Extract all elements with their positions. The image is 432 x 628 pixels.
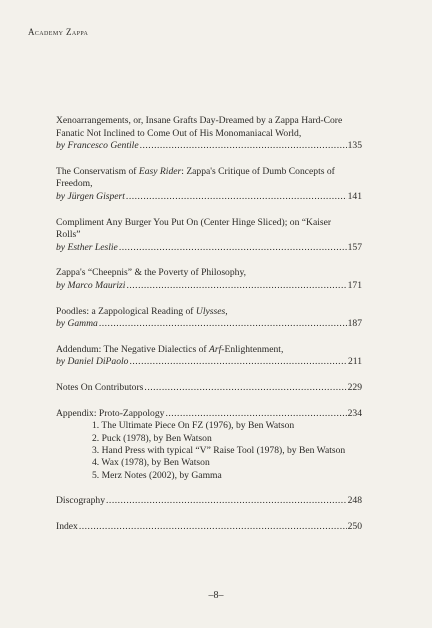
entry-author: by Esther Leslie [56,241,118,253]
toc-entry [56,267,362,292]
leader-dots [126,191,347,204]
toc-entry [56,408,362,483]
leader-dots [165,408,346,421]
entry-title: Rolls” [56,229,81,241]
toc-entry [56,166,362,204]
entry-title: Index [56,520,78,532]
subitem: 1. The Ultimate Piece On FZ (1976), by Ben Watson [92,420,295,432]
leader-dots [126,280,346,293]
subitem: 5. Merz Notes (2002), by Gamma [92,469,222,481]
leader-dots [99,318,347,331]
subitem: 3. Hand Press with typical “V” Raise Tool (1978), by Ben Watson [92,444,346,456]
page-number: 171 [347,279,362,291]
leader-dots [79,521,347,534]
toc-entry [56,495,362,508]
entry-title: Freedom, [56,178,93,190]
entry-title: The Conservatism of Easy Rider: Zappa's Critique of Dumb Concepts of [56,165,335,177]
entry-title: Compliment Any Burger You Put On (Center Hinge Sliced); on “Kaiser [56,216,332,228]
page-number: 187 [347,318,362,330]
entry-title: Appendix: Proto-Zappology [56,407,165,419]
toc-entry [56,382,362,395]
entry-title: Discography [56,495,106,507]
page-number: 141 [347,190,362,202]
leader-dots [106,495,347,508]
page-number: 135 [347,140,362,152]
entry-author: by Gamma [56,318,98,330]
entry-title: Poodles: a Zappological Reading of Ulysses, [56,305,228,317]
leader-dots [140,140,347,153]
leader-dots [129,356,346,369]
leader-dots [119,242,347,255]
entry-title: Zappa's “Cheepnis” & the Poverty of Philosophy, [56,267,247,279]
entry-title: Xenoarrangements, or, Insane Grafts Day-Dreamed by a Zappa Hard-Core [56,115,343,126]
page-number: 248 [347,495,362,507]
page-number: 157 [347,241,362,253]
entry-author: by Marco Maurizi [56,279,126,291]
toc-entry [56,344,362,369]
running-header: Academy Zappa [28,27,89,37]
entry-author: by Daniel DiPaolo [56,356,129,368]
subitem: 4. Wax (1978), by Ben Watson [92,457,210,469]
toc-entry [56,306,362,331]
toc-entry [56,115,362,153]
entry-title: Addendum: The Negative Dialectics of Arf-Enlightenment, [56,343,284,355]
subitem: 2. Puck (1978), by Ben Watson [92,432,212,444]
toc-entry [56,521,362,534]
appendix-subitems [56,420,362,482]
entry-author: by Jürgen Gispert [56,190,125,202]
page-number: 211 [347,356,362,368]
page-number: 234 [347,407,362,419]
leader-dots [144,382,346,395]
toc-entry [56,217,362,255]
page-folio: –8– [208,590,224,601]
entry-title: Fanatic Not Inclined to Come Out of His Monomaniacal World, [56,127,302,139]
page-number: 229 [347,381,362,393]
table-of-contents [56,115,362,546]
entry-title: Notes On Contributors [56,381,144,393]
entry-author: by Francesco Gentile [56,140,139,152]
page-number: 250 [347,520,362,532]
